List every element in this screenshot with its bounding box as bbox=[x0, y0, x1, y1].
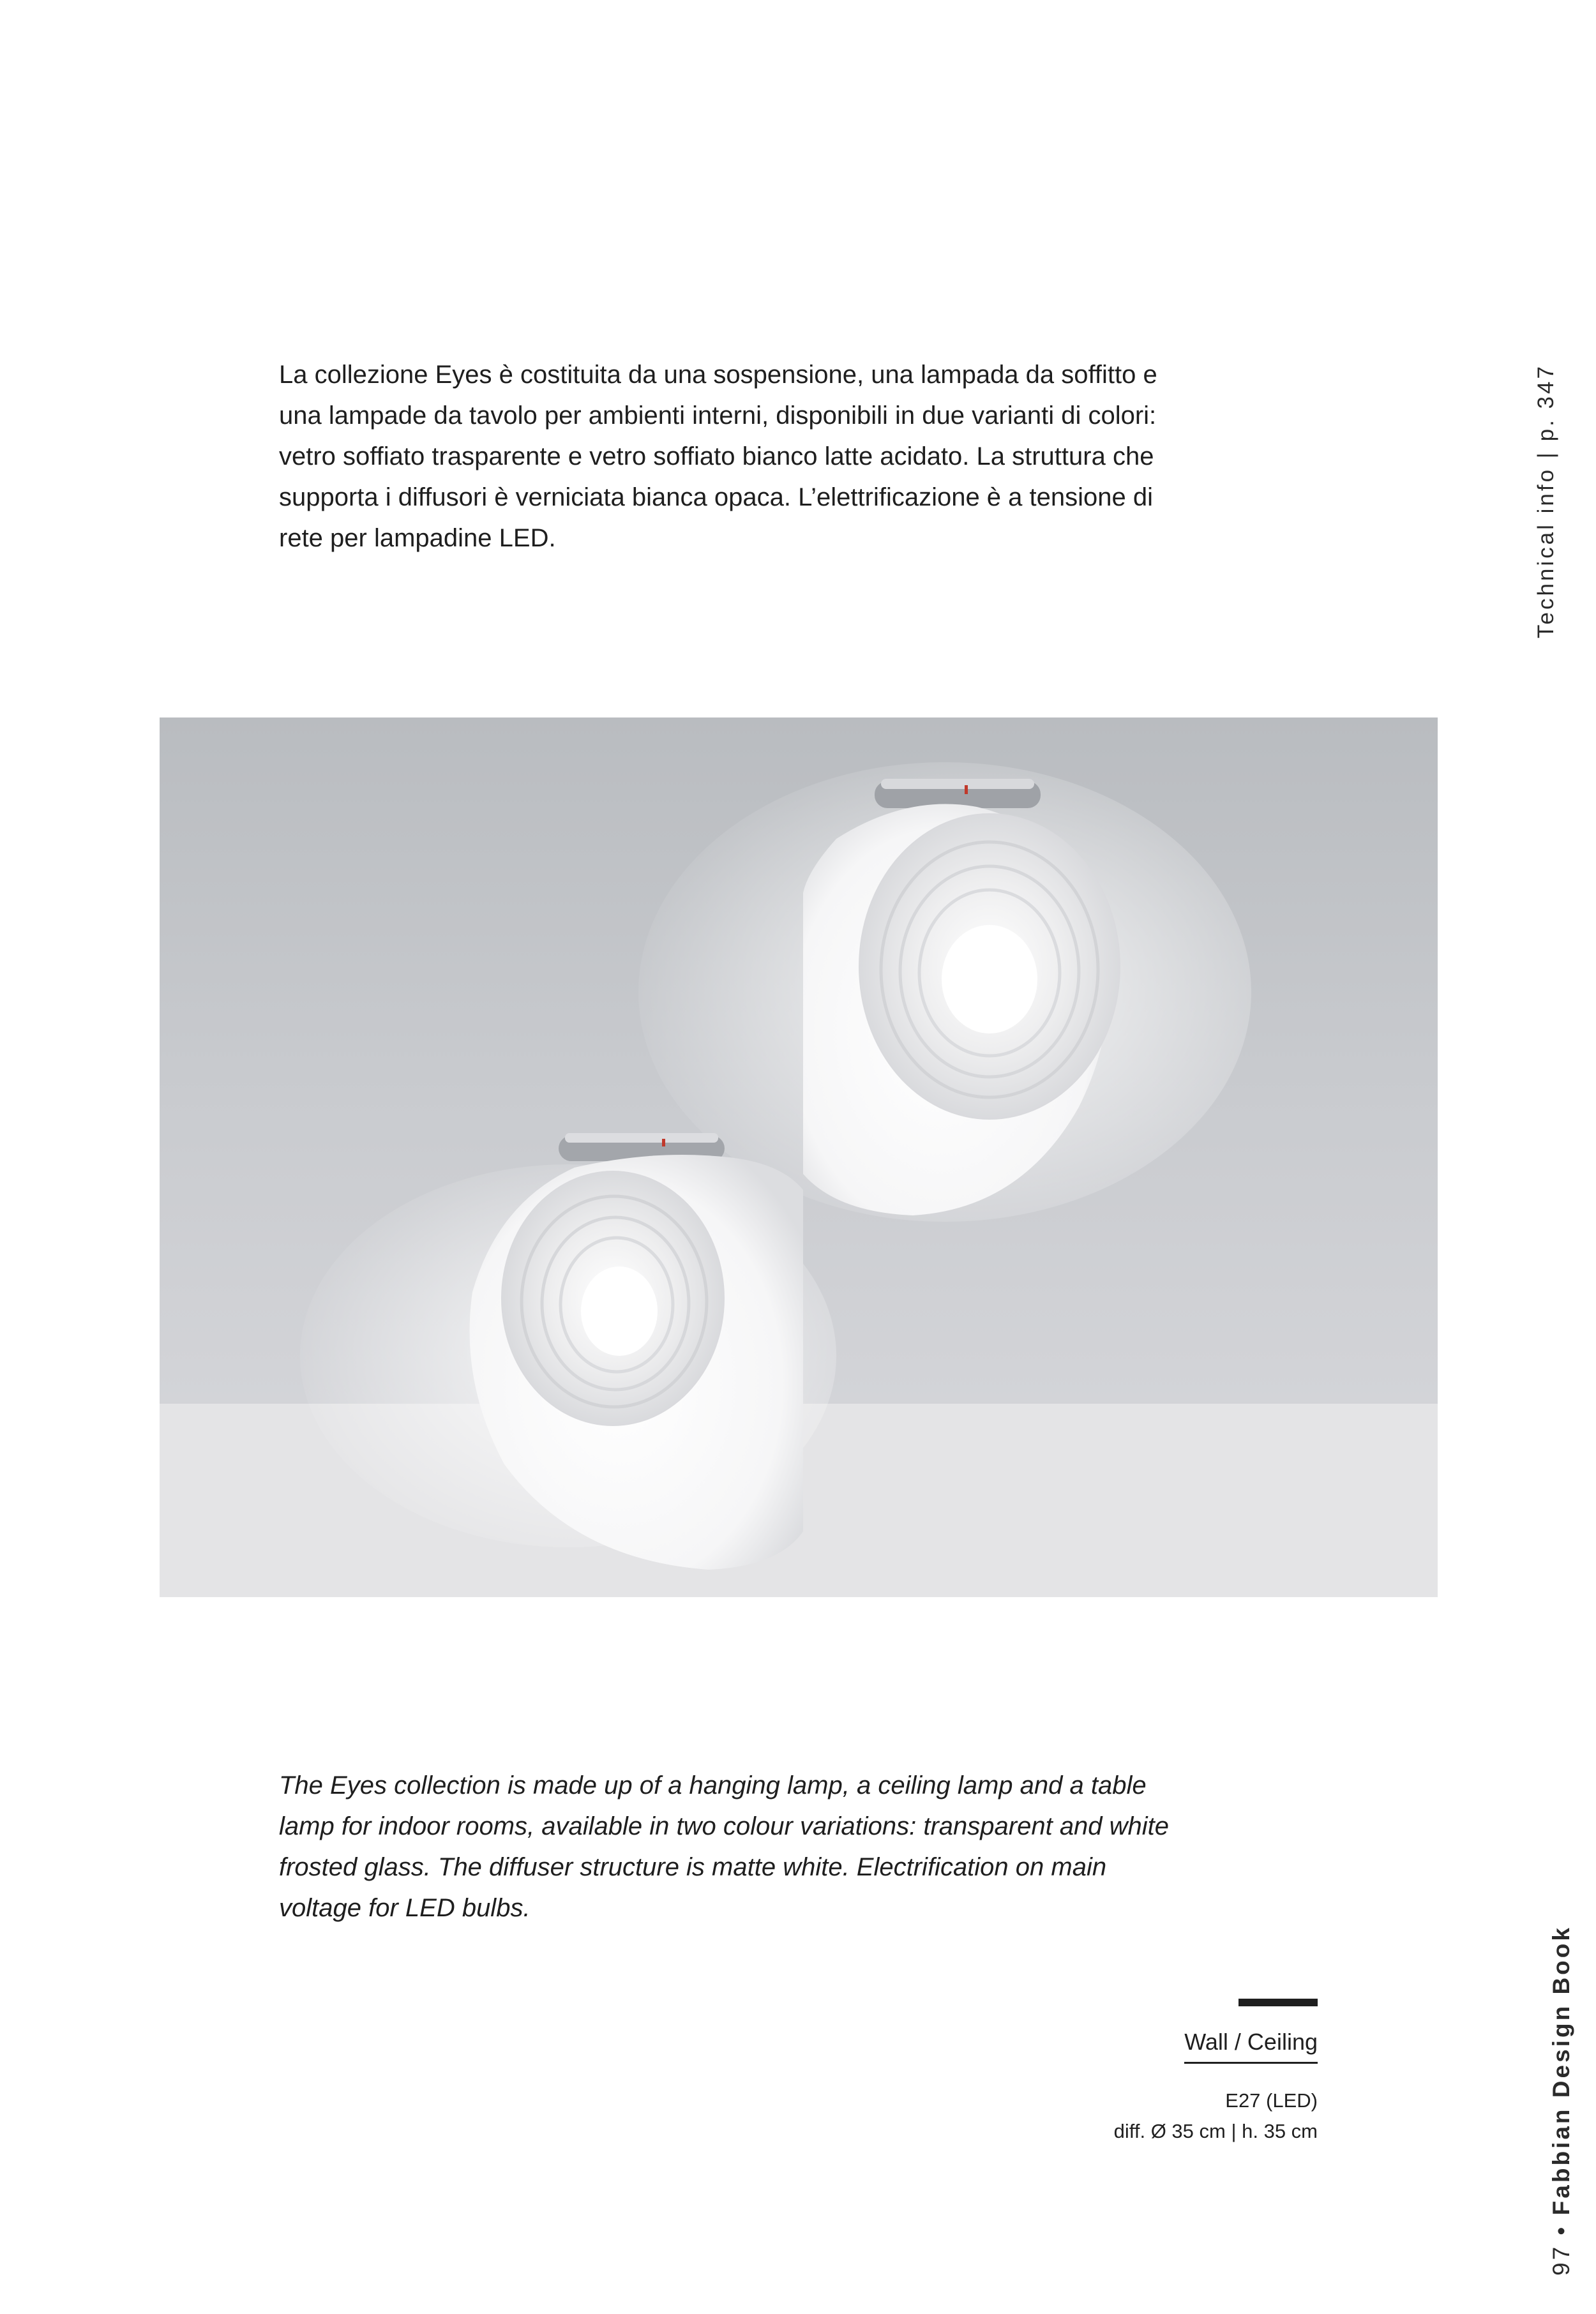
eyes-ceiling-lamps-image bbox=[160, 717, 1438, 1597]
spec-dimensions: diff. Ø 35 cm | h. 35 cm bbox=[1113, 2120, 1318, 2142]
english-description: The Eyes collection is made up of a hanging lamp, a ceiling lamp and a table lamp for indoor rooms, available in two colour variations: transparent and white frosted glass. The diffuser structure is matte white. Electrification on main voltage for LED bulbs. bbox=[279, 1771, 1170, 1922]
page-number: 97 bbox=[1548, 2244, 1574, 2276]
footer-separator: • bbox=[1548, 2224, 1574, 2235]
spec-divider-bar bbox=[1238, 1999, 1318, 2006]
product-photo bbox=[160, 717, 1438, 1597]
technical-info-label: Technical info | p. 347 bbox=[1533, 364, 1558, 638]
page-footer bbox=[1548, 1925, 1575, 2276]
italian-description: La collezione Eyes è costituita da una sospensione, una lampada da soffitto e una lampade da tavolo per ambienti interni, disponibili in due varianti di colori: vetro soffiato trasparente e vetro soffiato bianco latte acidato. La struttura che supporta i diffusori è verniciata bianca opaca. L’elettrificazione è a tensione di rete per lampadine LED. bbox=[279, 361, 1157, 552]
spec-block bbox=[935, 1998, 1318, 2147]
spec-category: Wall / Ceiling bbox=[1184, 2029, 1318, 2064]
brand-name: Fabbian Design Book bbox=[1548, 1925, 1574, 2216]
spec-bulb: E27 (LED) bbox=[1225, 2089, 1318, 2112]
